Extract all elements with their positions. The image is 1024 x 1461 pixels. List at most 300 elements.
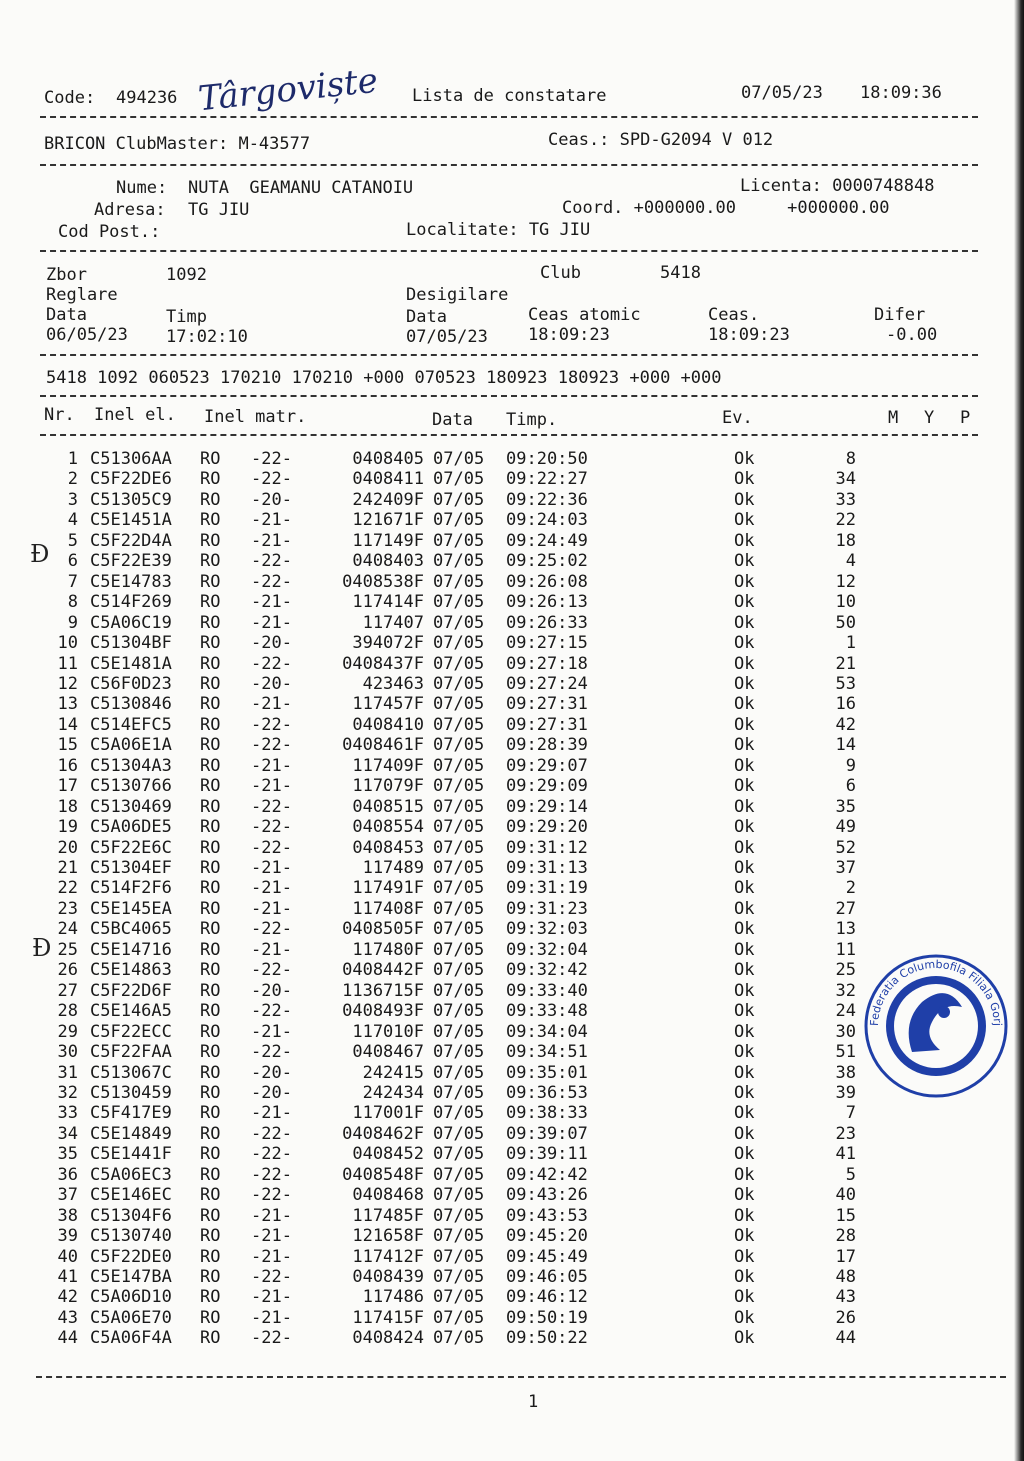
event-status: Ok: [734, 612, 755, 633]
event-status: Ok: [734, 1185, 755, 1206]
ring-number: 0408554: [352, 817, 424, 838]
country: RO: [200, 1042, 221, 1063]
electronic-ring: C5F22E6C: [90, 837, 172, 858]
desigilare-label: Desigilare: [406, 285, 509, 305]
arrival-date: 07/05: [433, 530, 485, 551]
separator: [40, 116, 978, 118]
event-status: Ok: [734, 633, 755, 654]
arrival-date: 07/05: [433, 1185, 485, 1206]
electronic-ring: C5A06F4A: [90, 1328, 172, 1349]
position: 10: [835, 592, 856, 613]
license: Licenta: 0000748848: [740, 176, 935, 196]
arrival-date: 07/05: [433, 796, 485, 817]
position: 14: [835, 735, 856, 756]
row-number: 6: [67, 551, 78, 572]
position: 26: [835, 1307, 856, 1328]
col-p: P: [960, 408, 971, 428]
table-row: [0, 878, 1000, 898]
position: 52: [835, 837, 856, 858]
ring-number: 117480F: [352, 939, 424, 960]
electronic-ring: C56F0D23: [90, 673, 172, 694]
country: RO: [200, 1246, 221, 1267]
arrival-date: 07/05: [433, 776, 485, 797]
system-label: BRICON ClubMaster: M-43577: [44, 134, 311, 154]
event-status: Ok: [734, 1042, 755, 1063]
code-label: Code:: [44, 88, 96, 108]
event-status: Ok: [734, 592, 755, 613]
event-status: Ok: [734, 817, 755, 838]
arrival-time: 09:29:09: [506, 776, 588, 797]
arrival-date: 07/05: [433, 1205, 485, 1226]
club-label: Club: [540, 263, 581, 283]
ring-number: 117409F: [352, 755, 424, 776]
arrival-date: 07/05: [433, 1103, 485, 1124]
event-status: Ok: [734, 653, 755, 674]
table-row: [0, 1103, 1000, 1123]
event-status: Ok: [734, 510, 755, 531]
row-number: 38: [57, 1205, 78, 1226]
position: 44: [835, 1328, 856, 1349]
event-status: Ok: [734, 755, 755, 776]
arrival-time: 09:26:13: [506, 592, 588, 613]
ring-number: 0408439: [352, 1267, 424, 1287]
pen-mark: Ɖ: [30, 540, 50, 568]
arrival-time: 09:27:31: [506, 694, 588, 715]
year: -20-: [251, 1082, 292, 1103]
row-number: 25: [57, 939, 78, 960]
year: -22-: [251, 1001, 292, 1022]
year: -21-: [251, 858, 292, 878]
year: -20-: [251, 1062, 292, 1083]
year: -22-: [251, 1123, 292, 1144]
event-status: Ok: [734, 796, 755, 817]
country: RO: [200, 489, 221, 510]
ring-number: 117415F: [352, 1307, 424, 1328]
electronic-ring: C5F22FAA: [90, 1042, 172, 1063]
country: RO: [200, 530, 221, 551]
country: RO: [200, 939, 221, 960]
table-row: [0, 735, 1000, 755]
col-time: Timp.: [506, 410, 558, 430]
row-number: 26: [57, 960, 78, 981]
country: RO: [200, 1267, 221, 1287]
arrival-date: 07/05: [433, 1123, 485, 1144]
year: -21-: [251, 755, 292, 776]
year: -22-: [251, 571, 292, 592]
arrival-date: 07/05: [433, 858, 485, 878]
electronic-ring: C5A06E70: [90, 1307, 172, 1328]
zbor-value: 1092: [166, 265, 207, 285]
reglare-date: 06/05/23: [46, 325, 128, 345]
country: RO: [200, 1205, 221, 1226]
position: 5: [845, 1164, 856, 1185]
arrival-time: 09:34:04: [506, 1021, 588, 1042]
position: 28: [835, 1226, 856, 1247]
electronic-ring: C5A06EC3: [90, 1164, 172, 1185]
col-ring-matr: Inel matr.: [204, 407, 307, 427]
year: -21-: [251, 1021, 292, 1042]
address-label: Adresa:: [94, 200, 166, 220]
ring-number: 242409F: [352, 489, 424, 510]
arrival-time: 09:50:22: [506, 1328, 588, 1349]
event-status: Ok: [734, 673, 755, 694]
row-number: 39: [57, 1226, 78, 1247]
country: RO: [200, 1328, 221, 1349]
arrival-time: 09:46:05: [506, 1267, 588, 1287]
electronic-ring: C5F22ECC: [90, 1021, 172, 1042]
country: RO: [200, 449, 221, 469]
arrival-time: 09:31:13: [506, 858, 588, 878]
event-status: Ok: [734, 1144, 755, 1165]
arrival-date: 07/05: [433, 1144, 485, 1165]
table-row: [0, 490, 1000, 510]
year: -21-: [251, 510, 292, 531]
arrival-time: 09:20:50: [506, 449, 588, 469]
position: 32: [835, 980, 856, 1001]
year: -22-: [251, 1164, 292, 1185]
electronic-ring: C51306AA: [90, 449, 172, 469]
year: -20-: [251, 980, 292, 1001]
ring-number: 0408424: [352, 1328, 424, 1349]
separator: [40, 395, 978, 397]
row-number: 18: [57, 796, 78, 817]
electronic-ring: C513067C: [90, 1062, 172, 1083]
row-number: 10: [57, 633, 78, 654]
coordinates: Coord. +000000.00 +000000.00: [562, 198, 890, 218]
country: RO: [200, 633, 221, 654]
ring-number: 0408505F: [342, 919, 424, 940]
ring-number: 242415: [362, 1062, 424, 1083]
event-status: Ok: [734, 571, 755, 592]
col-nr: Nr.: [44, 405, 75, 425]
electronic-ring: C5130459: [90, 1082, 172, 1103]
electronic-ring: C5E14849: [90, 1123, 172, 1144]
table-row: [0, 715, 1000, 735]
year: -20-: [251, 633, 292, 654]
country: RO: [200, 1001, 221, 1022]
arrival-time: 09:29:20: [506, 817, 588, 838]
table-row: [0, 1206, 1000, 1226]
arrival-date: 07/05: [433, 1267, 485, 1287]
electronic-ring: C5F22DE6: [90, 469, 172, 490]
table-row: [0, 756, 1000, 776]
col-date: Data: [432, 410, 473, 430]
country: RO: [200, 469, 221, 490]
flight-code-line: 5418 1092 060523 170210 170210 +000 070523 180923 180923 +000 +000: [46, 368, 722, 388]
table-row: [0, 1022, 1000, 1042]
year: -22-: [251, 1144, 292, 1165]
position: 17: [835, 1246, 856, 1267]
reglare-data-label: Data: [46, 305, 87, 325]
country: RO: [200, 571, 221, 592]
year: -21-: [251, 898, 292, 919]
arrival-time: 09:33:48: [506, 1001, 588, 1022]
position: 34: [835, 469, 856, 490]
ring-number: 0408453: [352, 837, 424, 858]
event-status: Ok: [734, 1082, 755, 1103]
row-number: 23: [57, 898, 78, 919]
stamp-text: Federatia Columbofila Filiala Gorj: [867, 957, 1005, 1027]
row-number: 42: [57, 1287, 78, 1308]
event-status: Ok: [734, 898, 755, 919]
event-status: Ok: [734, 960, 755, 981]
table-row: [0, 551, 1000, 571]
arrival-date: 07/05: [433, 1246, 485, 1267]
event-status: Ok: [734, 449, 755, 469]
arrival-date: 07/05: [433, 878, 485, 899]
country: RO: [200, 694, 221, 715]
table-row: [0, 1185, 1000, 1205]
position: 8: [845, 449, 856, 469]
event-status: Ok: [734, 878, 755, 899]
row-number: 29: [57, 1021, 78, 1042]
position: 23: [835, 1123, 856, 1144]
table-row: [0, 1247, 1000, 1267]
arrival-time: 09:39:07: [506, 1123, 588, 1144]
row-number: 12: [57, 673, 78, 694]
table-row: [0, 469, 1000, 489]
arrival-date: 07/05: [433, 1021, 485, 1042]
table-row: [0, 510, 1000, 530]
event-status: Ok: [734, 1001, 755, 1022]
year: -22-: [251, 551, 292, 572]
ring-number: 117485F: [352, 1205, 424, 1226]
separator: [40, 250, 978, 252]
country: RO: [200, 1287, 221, 1308]
table-row: [0, 981, 1000, 1001]
ring-number: 117010F: [352, 1021, 424, 1042]
event-status: Ok: [734, 1246, 755, 1267]
table-row: [0, 899, 1000, 919]
ring-number: 0408405: [352, 449, 424, 469]
arrival-time: 09:31:12: [506, 837, 588, 858]
ring-number: 117491F: [352, 878, 424, 899]
year: -22-: [251, 1185, 292, 1206]
desigilare-date: 07/05/23: [406, 327, 488, 347]
row-number: 8: [67, 592, 78, 613]
arrival-date: 07/05: [433, 489, 485, 510]
table-row: [0, 613, 1000, 633]
clock-label: Ceas.: SPD-G2094 V 012: [548, 130, 774, 150]
electronic-ring: C5E1481A: [90, 653, 172, 674]
document-title: Lista de constatare: [412, 86, 607, 106]
electronic-ring: C5A06C19: [90, 612, 172, 633]
arrival-time: 09:31:23: [506, 898, 588, 919]
position: 1: [845, 633, 856, 654]
row-number: 15: [57, 735, 78, 756]
arrival-date: 07/05: [433, 612, 485, 633]
table-row: [0, 817, 1000, 837]
arrival-date: 07/05: [433, 837, 485, 858]
arrival-time: 09:45:20: [506, 1226, 588, 1247]
row-number: 20: [57, 837, 78, 858]
arrival-time: 09:22:27: [506, 469, 588, 490]
country: RO: [200, 1307, 221, 1328]
year: -21-: [251, 939, 292, 960]
electronic-ring: C5130740: [90, 1226, 172, 1247]
club-value: 5418: [660, 263, 701, 283]
arrival-date: 07/05: [433, 898, 485, 919]
event-status: Ok: [734, 1267, 755, 1287]
table-row: [0, 694, 1000, 714]
country: RO: [200, 510, 221, 531]
year: -21-: [251, 1287, 292, 1308]
reglare-time: 17:02:10: [166, 327, 248, 347]
electronic-ring: C5A06DE5: [90, 817, 172, 838]
arrival-date: 07/05: [433, 755, 485, 776]
arrival-date: 07/05: [433, 1226, 485, 1247]
year: -22-: [251, 1328, 292, 1349]
electronic-ring: C5E14863: [90, 960, 172, 981]
event-status: Ok: [734, 1307, 755, 1328]
owner-name-label: Nume:: [116, 178, 168, 198]
clock-label-2: Ceas.: [708, 305, 760, 325]
table-row: [0, 919, 1000, 939]
year: -22-: [251, 449, 292, 469]
event-status: Ok: [734, 1062, 755, 1083]
table-row: [0, 940, 1000, 960]
year: -21-: [251, 530, 292, 551]
row-number: 3: [67, 489, 78, 510]
position: 12: [835, 571, 856, 592]
electronic-ring: C5A06E1A: [90, 735, 172, 756]
event-status: Ok: [734, 489, 755, 510]
position: 9: [845, 755, 856, 776]
arrival-time: 09:25:02: [506, 551, 588, 572]
owner-name: NUTA GEAMANU CATANOIU: [188, 178, 414, 198]
row-number: 16: [57, 755, 78, 776]
electronic-ring: C51305C9: [90, 489, 172, 510]
address: TG JIU: [188, 200, 250, 220]
event-status: Ok: [734, 1205, 755, 1226]
event-status: Ok: [734, 1226, 755, 1247]
ring-number: 117001F: [352, 1103, 424, 1124]
arrival-date: 07/05: [433, 919, 485, 940]
event-status: Ok: [734, 1103, 755, 1124]
arrival-time: 09:43:53: [506, 1205, 588, 1226]
table-row: [0, 1042, 1000, 1062]
table-row: [0, 960, 1000, 980]
desigilare-ceas: 18:09:23: [708, 325, 790, 345]
separator: [36, 1376, 1006, 1378]
pen-mark: Ɖ: [32, 934, 52, 962]
position: 4: [845, 551, 856, 572]
arrival-date: 07/05: [433, 469, 485, 490]
arrival-date: 07/05: [433, 673, 485, 694]
electronic-ring: C51304EF: [90, 858, 172, 878]
arrival-time: 09:26:08: [506, 571, 588, 592]
arrival-time: 09:38:33: [506, 1103, 588, 1124]
page-edge-shadow: [1014, 0, 1024, 1461]
position: 24: [835, 1001, 856, 1022]
ring-number: 0408468: [352, 1185, 424, 1206]
year: -21-: [251, 1226, 292, 1247]
arrival-time: 09:27:18: [506, 653, 588, 674]
event-status: Ok: [734, 1021, 755, 1042]
electronic-ring: C5130766: [90, 776, 172, 797]
position: 42: [835, 714, 856, 735]
ring-number: 0408452: [352, 1144, 424, 1165]
postcode-label: Cod Post.:: [58, 222, 161, 242]
row-number: 13: [57, 694, 78, 715]
year: -21-: [251, 878, 292, 899]
arrival-date: 07/05: [433, 1164, 485, 1185]
ring-number: 117407: [362, 612, 424, 633]
ring-number: 117457F: [352, 694, 424, 715]
arrival-time: 09:36:53: [506, 1082, 588, 1103]
table-row: [0, 633, 1000, 653]
position: 16: [835, 694, 856, 715]
table-row: [0, 1144, 1000, 1164]
country: RO: [200, 898, 221, 919]
row-number: 17: [57, 776, 78, 797]
table-row: [0, 1226, 1000, 1246]
electronic-ring: C514F2F6: [90, 878, 172, 899]
country: RO: [200, 1021, 221, 1042]
arrival-date: 07/05: [433, 551, 485, 572]
row-number: 5: [67, 530, 78, 551]
position: 18: [835, 530, 856, 551]
col-m: M: [888, 408, 899, 428]
country: RO: [200, 1164, 221, 1185]
print-time: 18:09:36: [860, 83, 942, 103]
arrival-date: 07/05: [433, 817, 485, 838]
arrival-time: 09:29:07: [506, 755, 588, 776]
table-row: [0, 1308, 1000, 1328]
electronic-ring: C5E146A5: [90, 1001, 172, 1022]
arrival-time: 09:27:31: [506, 714, 588, 735]
arrival-time: 09:43:26: [506, 1185, 588, 1206]
country: RO: [200, 1144, 221, 1165]
table-row: [0, 797, 1000, 817]
position: 22: [835, 510, 856, 531]
event-status: Ok: [734, 1328, 755, 1349]
position: 27: [835, 898, 856, 919]
row-number: 19: [57, 817, 78, 838]
desigilare-data-label: Data: [406, 307, 447, 327]
event-status: Ok: [734, 939, 755, 960]
position: 30: [835, 1021, 856, 1042]
reglare-label: Reglare: [46, 285, 118, 305]
position: 13: [835, 919, 856, 940]
table-row: [0, 572, 1000, 592]
arrival-time: 09:35:01: [506, 1062, 588, 1083]
row-number: 28: [57, 1001, 78, 1022]
handwritten-place: Târgoviște: [196, 60, 380, 120]
event-status: Ok: [734, 735, 755, 756]
ring-number: 1136715F: [342, 980, 424, 1001]
position: 53: [835, 673, 856, 694]
table-row: [0, 776, 1000, 796]
position: 39: [835, 1082, 856, 1103]
country: RO: [200, 980, 221, 1001]
row-number: 9: [67, 612, 78, 633]
difer-label: Difer: [874, 305, 926, 325]
position: 38: [835, 1062, 856, 1083]
arrival-date: 07/05: [433, 510, 485, 531]
arrival-date: 07/05: [433, 592, 485, 613]
electronic-ring: C5F22DE0: [90, 1246, 172, 1267]
event-status: Ok: [734, 694, 755, 715]
arrival-date: 07/05: [433, 1307, 485, 1328]
arrival-time: 09:28:39: [506, 735, 588, 756]
country: RO: [200, 714, 221, 735]
arrival-time: 09:27:15: [506, 633, 588, 654]
event-status: Ok: [734, 1123, 755, 1144]
table-row: [0, 1328, 1000, 1348]
row-number: 34: [57, 1123, 78, 1144]
table-row: [0, 858, 1000, 878]
